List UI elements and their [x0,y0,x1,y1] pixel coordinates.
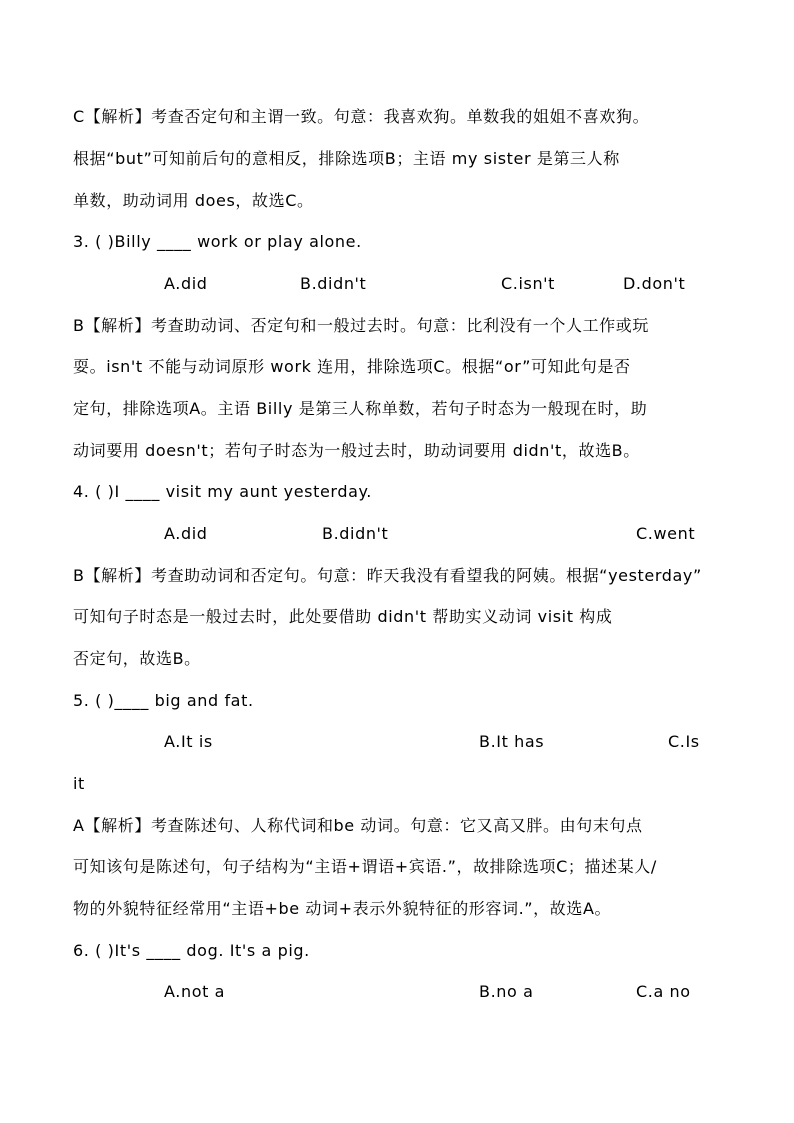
explanation-q5-line-2: 可知该句是陈述句，句子结构为“主语+谓语+宾语.”，故排除选项C；描述某人/ [73,857,657,876]
explanation-q4-line-3: 否定句，故选B。 [73,649,201,668]
option-c: C.went [636,524,696,543]
option-d: D.don't [623,274,686,293]
explanation-q3-line-4: 动词要用 doesn't；若句子时态为一般过去时，助动词要用 didn't，故选B。 [73,441,640,460]
option-b: B.didn't [300,274,367,293]
option-a: A.did [164,274,208,293]
explanation-q5-line-1: A【解析】考查陈述句、人称代词和be 动词。句意：它又高又胖。由句末句点 [73,816,643,835]
explanation-q5-line-3: 物的外貌特征经常用“主语+be 动词+表示外貌特征的形容词.”，故选A。 [73,899,612,918]
option-b: B.no a [479,982,534,1001]
question-5-option-c-wrap: it [73,774,85,793]
question-3-options [73,267,733,301]
option-a: A.It is [164,732,213,751]
option-b: B.It has [479,732,545,751]
explanation-q3-line-3: 定句，排除选项A。主语 Billy 是第三人称单数，若句子时态为一般现在时，助 [73,399,648,418]
option-c: C.a no [636,982,691,1001]
explanation-q4-line-2: 可知句子时态是一般过去时，此处要借助 didn't 帮助实义动词 visit 构成 [73,607,613,626]
question-5: 5. ( )____ big and fat. [73,691,254,710]
question-6: 6. ( )It's ____ dog. It's a pig. [73,941,310,960]
question-4: 4. ( )I ____ visit my aunt yesterday. [73,482,372,501]
option-c: C.isn't [501,274,556,293]
question-6-options [73,975,733,1009]
explanation-q2-line-3: 单数，助动词用 does，故选C。 [73,191,314,210]
option-b: B.didn't [322,524,389,543]
explanation-q4-line-1: B【解析】考查助动词和否定句。句意：昨天我没有看望我的阿姨。根据“yesterday” [73,566,702,585]
option-a: A.not a [164,982,226,1001]
explanation-q3-line-1: B【解析】考查助动词、否定句和一般过去时。句意：比利没有一个人工作或玩 [73,316,649,335]
question-4-options [73,517,733,551]
option-c: C.Is [668,732,700,751]
explanation-q2-line-1: C【解析】考查否定句和主谓一致。句意：我喜欢狗。单数我的姐姐不喜欢狗。 [73,107,650,126]
explanation-q3-line-2: 耍。isn't 不能与动词原形 work 连用，排除选项C。根据“or”可知此句是否 [73,357,631,376]
question-3: 3. ( )Billy ____ work or play alone. [73,232,362,251]
option-a: A.did [164,524,208,543]
explanation-q2-line-2: 根据“but”可知前后句的意相反，排除选项B；主语 my sister 是第三人称 [73,149,620,168]
question-5-options [73,725,733,759]
